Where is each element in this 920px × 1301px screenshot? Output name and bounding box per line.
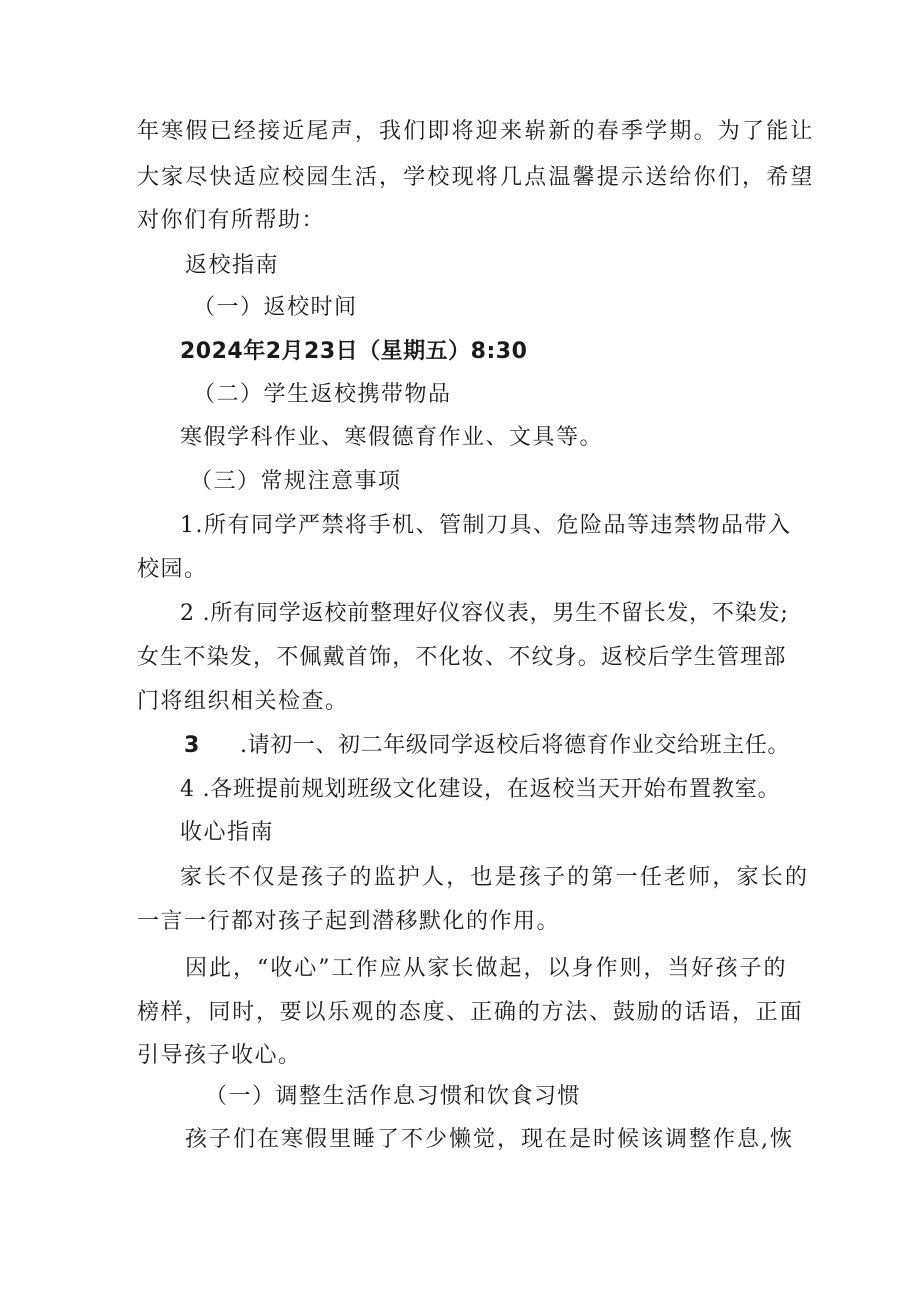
subheading-general-notes: （三）常规注意事项 (190, 469, 402, 494)
note-3-text: .请初一、初二年级同学返校后将德育作业交给班主任。 (240, 733, 790, 758)
note-4-text: 4 .各班提前规划班级文化建设，在返校当天开始布置教室。 (180, 777, 781, 802)
adjust-habits-line-1: 孩子们在寒假里睡了不少懒觉，现在是时候该调整作息,恢 (185, 1127, 794, 1152)
therefore-paragraph-line-1: 因此，“收心”工作应从家长做起，以身作则，当好孩子的 (185, 956, 788, 981)
subheading-items-to-bring: （二）学生返校携带物品 (193, 382, 452, 407)
paragraph-intro-line-1: 年寒假已经接近尾声，我们即将迎来崭新的春季学期。为了能让 (137, 119, 815, 144)
items-to-bring-text: 寒假学科作业、寒假德育作业、文具等。 (180, 425, 604, 450)
note-2-line-3: 门将组织相关检查。 (137, 689, 349, 714)
return-time-value: 2024年2月23日（星期五）8:30 (180, 339, 528, 364)
parent-paragraph-line-1: 家长不仅是孩子的监护人，也是孩子的第一任老师，家长的 (180, 865, 810, 890)
note-2-line-1: 2 .所有同学返校前整理好仪容仪表，男生不留长发，不染发; (180, 601, 789, 626)
note-1-line-1: 1.所有同学严禁将手机、管制刀具、危险品等违禁物品带入 (180, 513, 792, 538)
subheading-return-time: （一）返校时间 (193, 295, 358, 320)
subheading-adjust-habits: （一）调整生活作息习惯和饮食习惯 (205, 1084, 582, 1109)
heading-return-guide: 返校指南 (185, 253, 280, 278)
note-1-line-2: 校园。 (137, 557, 208, 582)
therefore-paragraph-line-2: 榜样，同时，要以乐观的态度、正确的方法、鼓励的话语，正面 (137, 1000, 804, 1025)
therefore-paragraph-line-3: 引导孩子收心。 (137, 1043, 302, 1068)
parent-paragraph-line-2: 一言一行都对孩子起到潜移默化的作用。 (137, 909, 561, 934)
paragraph-intro-line-2: 大家尽快适应校园生活，学校现将几点温馨提示送给你们，希望 (137, 165, 815, 190)
paragraph-intro-line-3: 对你们有所帮助： (137, 208, 326, 233)
heading-mindset-guide: 收心指南 (180, 820, 275, 845)
note-2-line-2: 女生不染发，不佩戴首饰，不化妆、不纹身。返校后学生管理部 (137, 645, 787, 670)
note-3-number: 3 (184, 733, 201, 758)
